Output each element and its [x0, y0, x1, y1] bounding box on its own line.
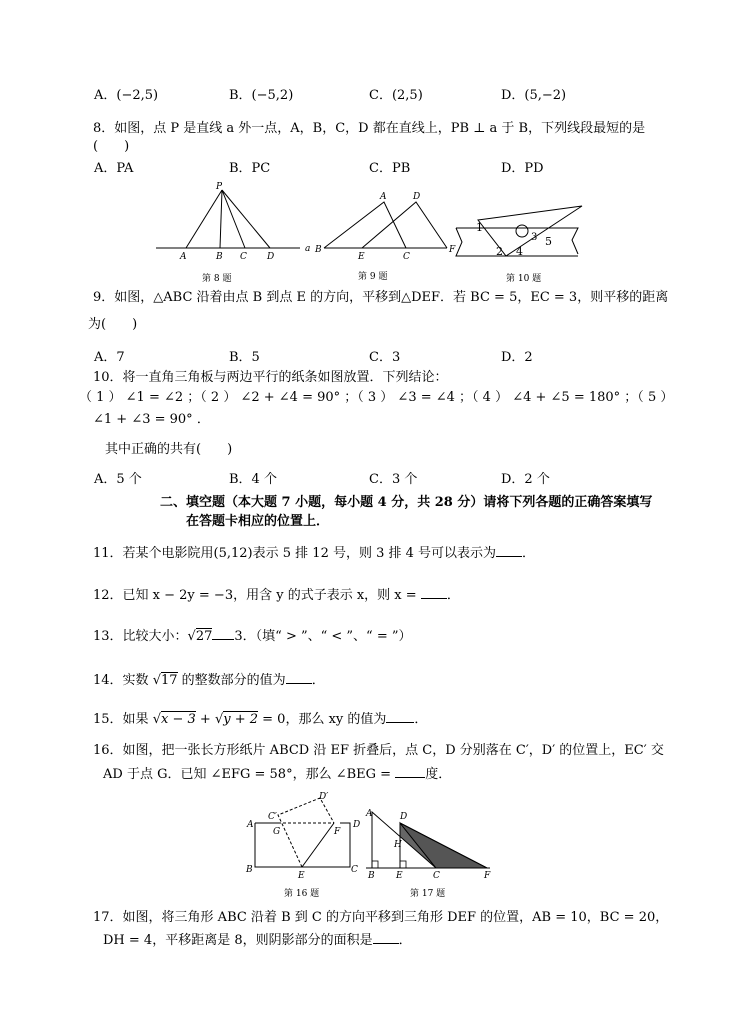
figure-17 [362, 808, 498, 880]
q14-text-2: 的整数部分的值为 [181, 673, 286, 688]
fig16-label-e: E [298, 871, 305, 880]
q8-paren: ( ) [93, 139, 130, 154]
q8-option-a: A．PA [94, 161, 134, 176]
q13-radicand: 27 [195, 629, 213, 644]
fig16-label-d: D [353, 820, 361, 830]
fig16-label-c: C [351, 865, 358, 875]
q9-line1: 9．如图，△ABC 沿着由点 B 到点 E 的方向，平移到△DEF．若 BC = 5，EC = 3，则平移的距离 [93, 290, 669, 305]
q16-line1: 16．如图，把一张长方形纸片 ABCD 沿 EF 折叠后，点 C，D 分别落在 C′，D′ 的位置上，EC′ 交 [93, 743, 664, 758]
q9-line2: 为( ) [88, 317, 138, 332]
fig17-label-a: A [366, 809, 373, 819]
q14-answer-blank [286, 671, 312, 684]
q16-line2 [103, 765, 451, 784]
q13-end: 3．（填“ > ”、“ < ”、“ = ”） [234, 629, 412, 644]
q16-line2-text: AD 于点 G．已知 ∠EFG = 58°，那么 ∠BEG = [103, 767, 392, 782]
q14 [93, 671, 325, 690]
q10-line2: （ 1 ） ∠1 = ∠2 ；（ 2 ） ∠2 + ∠4 = 90° ；（ 3 ） ∠3 = ∠4 ；（ 4 ） ∠4 + ∠5 = 180° ；（ 5 ） [79, 390, 674, 405]
q8-option-c: C．PB [369, 161, 411, 176]
q15-radicand-1: x − 3 [160, 712, 196, 727]
q14-end: ． [311, 673, 325, 688]
fig8-label-p: P [216, 182, 223, 192]
sqrt-icon: √ [152, 712, 161, 727]
section2-heading-line1: 二、填空题（本大题 7 小题，每小题 4 分，共 28 分）请将下列各题的正确答案填写 [160, 495, 653, 510]
q14-radicand: 17 [160, 673, 178, 688]
q14-text: 14．实数 [93, 673, 149, 688]
fig17-label-e: E [396, 871, 403, 880]
figure-9 [312, 186, 462, 266]
fig9-label-b: B [315, 245, 322, 255]
q17-line2 [103, 931, 412, 950]
q17-line2-text: DH = 4，平移距离是 8，则阴影部分的面积是 [103, 933, 373, 948]
fig16-label-a: A [247, 820, 254, 830]
fig16-label-g: G [273, 827, 281, 837]
fig10-label-4: 4 [516, 245, 523, 258]
figure-10 [452, 198, 588, 268]
q9-option-c: C．3 [369, 350, 401, 365]
fig9-label-e: E [358, 252, 365, 262]
q9-option-a: A．7 [94, 350, 125, 365]
q7-option-a: A．(−2,5) [94, 88, 159, 103]
sqrt-icon: √ [152, 673, 161, 688]
q12-end: ． [446, 588, 460, 603]
q8-option-d: D．PD [501, 161, 544, 176]
q15-end: ． [414, 712, 428, 727]
q10-option-a: A．5 个 [94, 472, 142, 487]
fig8-label-a: A [180, 252, 187, 262]
q15 [93, 710, 427, 729]
fig8-caption: 第 8 题 [202, 274, 232, 284]
q12-text: 12．已知 x − 2y = −3，用含 y 的式子表示 x，则 x = [93, 588, 417, 603]
q11-text: 11．若某个电影院用(5,12)表示 5 排 12 号，则 3 排 4 号可以表示为 [93, 546, 497, 561]
section2-heading-line2: 在答题卡相应的位置上． [186, 514, 330, 529]
q13-text: 13．比较大小： [93, 629, 188, 644]
q15-answer-blank [386, 710, 414, 723]
fig17-label-b: B [368, 871, 375, 880]
q7-option-d: D．(5,−2) [501, 88, 567, 103]
q11 [93, 544, 535, 563]
fig9-label-c: C [403, 252, 410, 262]
q16-answer-blank [395, 765, 425, 778]
q17-answer-blank [373, 931, 399, 944]
q9-option-b: B．5 [229, 350, 260, 365]
q17-line1: 17．如图，将三角形 ABC 沿着 B 到 C 的方向平移到三角形 DEF 的位置，AB = 10，BC = 20， [93, 910, 669, 925]
q8-text: 8．如图，点 P 是直线 a 外一点，A，B，C，D 都在直线上，PB ⊥ a 于 B，下列线段最短的是 [93, 121, 646, 136]
q7-option-c: C．(2,5) [369, 88, 423, 103]
q15-text: 15．如果 [93, 712, 149, 727]
q7-option-b: B．(−5,2) [229, 88, 294, 103]
fig10-caption: 第 10 题 [506, 274, 542, 284]
fig16-label-d-prime: D′ [319, 792, 329, 802]
figure-16 [240, 790, 370, 880]
q15-radicand-2: y + 2 [223, 712, 259, 727]
fig9-label-d: D [413, 192, 421, 202]
figure-8 [150, 180, 322, 266]
fig16-caption: 第 16 题 [284, 889, 320, 899]
q15-text-2: = 0，那么 xy 的值为 [262, 712, 387, 727]
q12-answer-blank [421, 586, 447, 599]
q16-line2-end: 度． [425, 767, 452, 782]
q12 [93, 586, 460, 605]
fig9-label-a: A [380, 192, 387, 202]
q8-option-b: B．PC [229, 161, 271, 176]
fig17-label-c: C [433, 871, 440, 880]
q11-answer-blank [496, 544, 522, 557]
q10-line3: ∠1 + ∠3 = 90° ． [93, 412, 210, 427]
fig16-label-b: B [246, 865, 253, 875]
q17-line2-end: ． [398, 933, 412, 948]
q9-option-d: D．2 [501, 350, 533, 365]
fig16-label-c-prime: C′ [268, 812, 277, 822]
q10-line1: 10．将一直角三角板与两边平行的纸条如图放置．下列结论： [93, 370, 448, 385]
q15-plus: + [199, 712, 211, 727]
fig8-label-d: D [267, 252, 275, 262]
q13 [93, 627, 412, 646]
fig9-caption: 第 9 题 [358, 272, 388, 282]
fig10-label-1: 1 [476, 221, 483, 234]
fig17-label-h: H [394, 840, 402, 850]
fig8-label-b: B [216, 252, 223, 262]
fig8-label-a-line: a [305, 244, 311, 254]
fig16-label-f: F [334, 827, 341, 837]
fig17-label-f: F [484, 871, 491, 880]
fig17-caption: 第 17 题 [410, 889, 446, 899]
q10-option-b: B．4 个 [229, 472, 277, 487]
q10-line4: 其中正确的共有( ) [105, 442, 233, 457]
q10-option-c: C．3 个 [369, 472, 418, 487]
fig10-label-5: 5 [545, 235, 552, 248]
q13-answer-blank [212, 627, 234, 640]
fig9-label-f: F [449, 245, 456, 255]
fig10-label-3: 3 [531, 232, 538, 243]
fig17-label-d: D [400, 812, 408, 822]
q11-end: ． [522, 546, 536, 561]
fig8-label-c: C [240, 252, 247, 262]
sqrt-icon: √ [214, 712, 224, 727]
fig10-label-2: 2 [496, 245, 503, 258]
sqrt-icon: √ [187, 629, 196, 644]
q10-option-d: D．2 个 [501, 472, 550, 487]
